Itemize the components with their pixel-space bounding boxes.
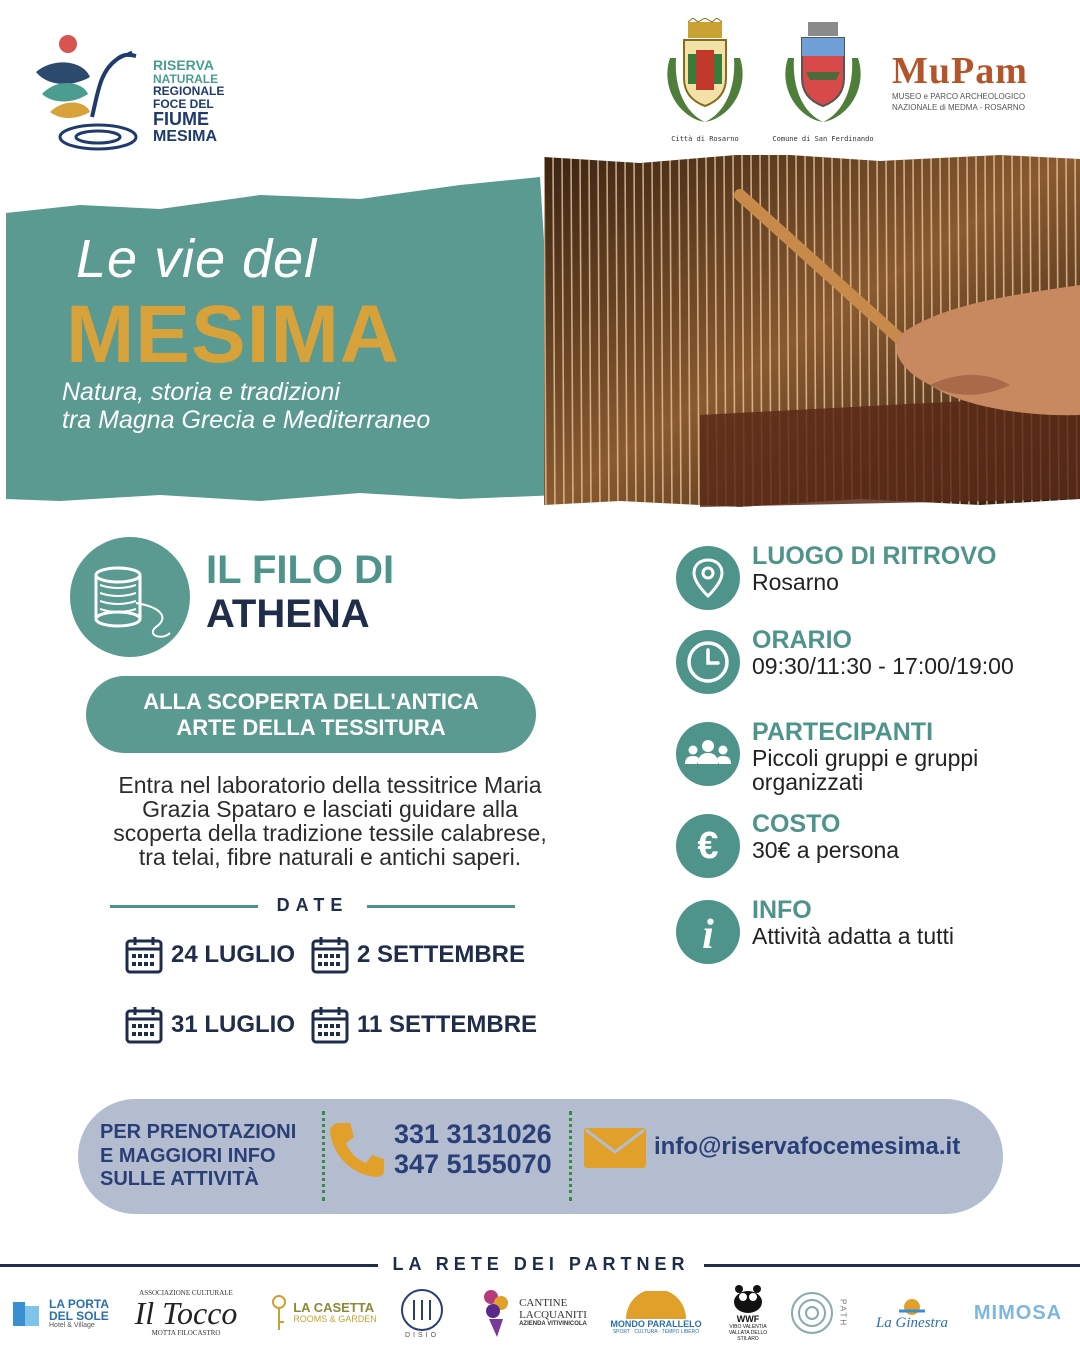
mondo-line-1: MONDO PARALLELO xyxy=(610,1319,702,1329)
mimosa-line-1: MIMOSA xyxy=(973,1301,1063,1324)
disio-line-1: DISIO xyxy=(404,1331,440,1339)
rosarno-crest xyxy=(660,18,750,143)
contact-label-line-3: SULLE ATTIVITÀ xyxy=(100,1168,259,1191)
cantine-line-1: CANTINE xyxy=(519,1297,568,1310)
date-label: 2 SETTEMBRE xyxy=(357,941,526,968)
disio-logo-icon xyxy=(400,1288,444,1332)
partner-wwf xyxy=(720,1282,776,1344)
rosarno-crest-icon xyxy=(660,18,750,130)
san-ferdinando-caption: Comune di San Ferdinando xyxy=(772,135,874,143)
loom-photo xyxy=(544,155,1080,507)
phone-numbers xyxy=(394,1119,552,1179)
casetta-line-2: ROOMS & GARDEN xyxy=(293,1314,377,1325)
mondo-line-2: SPORT · CULTURA · TEMPO LIBERO xyxy=(612,1329,700,1335)
partner-disio xyxy=(392,1282,452,1344)
phone-1[interactable]: 331 3131026 xyxy=(394,1119,552,1149)
partners-header-label: LA RETE DEI PARTNER xyxy=(392,1254,690,1274)
panda-icon xyxy=(731,1284,765,1314)
meeting-value: Rosarno xyxy=(752,569,839,595)
partner-cantine-lacquaniti xyxy=(472,1282,594,1344)
date-item xyxy=(125,936,295,974)
porta-sole-line-3: Hotel & Village xyxy=(49,1321,95,1329)
mupam-sub-1: MUSEO e PARCO ARCHEOLOGICO xyxy=(892,92,1026,101)
contact-divider xyxy=(322,1111,325,1201)
wwf-line-1: WWF xyxy=(736,1314,760,1324)
porta-sole-line-1: LA PORTA xyxy=(49,1296,109,1311)
email-link[interactable]: info@riservafocemesima.it xyxy=(654,1133,961,1160)
info-icon xyxy=(676,900,740,964)
partners-header xyxy=(0,1254,1080,1276)
path-line-1: PATH xyxy=(838,1298,848,1328)
mupam-sub-2: NAZIONALE di MEDMA - ROSARNO xyxy=(892,103,1025,113)
tocco-line-1: ASSOCIAZIONE CULTURALE xyxy=(139,1289,233,1297)
riserva-logo xyxy=(28,32,248,162)
porta-sole-line-2: DEL SOLE xyxy=(49,1308,109,1323)
riserva-line-4: FOCE DEL xyxy=(153,96,214,111)
path-logo-icon xyxy=(789,1290,835,1336)
cantine-line-2: LACQUANITI xyxy=(519,1308,587,1321)
wwf-line-3: VALLATA DELLO STILARO xyxy=(728,1330,768,1342)
heron-icon xyxy=(28,32,153,157)
divider-line xyxy=(367,905,515,908)
banner-subtitle xyxy=(62,378,430,434)
date-label: 24 LUGLIO xyxy=(171,941,296,968)
desc-line-3: scoperta della tradizione tessile calabrese, xyxy=(113,820,547,847)
activity-title xyxy=(206,548,394,636)
san-ferdinando-crest xyxy=(772,18,874,143)
cantine-line-3: AZIENDA VITIVINICOLA xyxy=(519,1321,587,1328)
partner-mondo-parallelo xyxy=(606,1282,706,1344)
desc-line-2: Grazia Spataro e lasciati guidare alla xyxy=(142,796,518,823)
calendar-icon xyxy=(125,1006,163,1044)
mupam-logo xyxy=(892,52,1052,112)
mupam-name: MuPam xyxy=(892,50,1028,92)
calendar-icon xyxy=(311,936,349,974)
cost-value: 30€ a persona xyxy=(752,837,900,863)
wwf-line-2: VIBO VALENTIA xyxy=(729,1324,767,1330)
phone-2[interactable]: 347 5155070 xyxy=(394,1149,552,1180)
clock-icon xyxy=(676,630,740,694)
schedule-heading: ORARIO xyxy=(752,626,852,654)
divider-line xyxy=(704,1264,1080,1267)
ginestra-line-1: La Ginestra xyxy=(875,1314,949,1331)
participants-heading: PARTECIPANTI xyxy=(752,718,934,746)
participants-value-line-2: organizzati xyxy=(752,769,864,796)
partner-path xyxy=(782,1282,854,1344)
activity-title-line-1: IL FILO DI xyxy=(206,548,395,592)
san-ferdinando-crest-icon xyxy=(778,18,868,130)
riserva-line-2: NATURALE xyxy=(153,71,219,86)
schedule-value: 09:30/11:30 - 17:00/19:00 xyxy=(752,653,1014,679)
key-icon xyxy=(269,1294,289,1332)
calendar-icon xyxy=(311,1006,349,1044)
cost-heading: COSTO xyxy=(752,810,841,838)
location-pin-icon xyxy=(676,546,740,610)
casetta-line-1: LA CASETTA xyxy=(293,1299,375,1315)
tocco-line-3: MOTTA FILOCASTRO xyxy=(151,1329,221,1337)
info-value: Attività adatta a tutti xyxy=(752,923,955,949)
riserva-line-3: REGIONALE xyxy=(153,84,225,99)
envelope-icon xyxy=(582,1126,648,1170)
partner-la-casetta xyxy=(268,1282,378,1344)
participants-value xyxy=(752,746,978,794)
partner-mimosa xyxy=(966,1282,1070,1344)
date-label: 11 SETTEMBRE xyxy=(357,1011,538,1038)
desc-line-1: Entra nel laboratorio della tessitrice Maria xyxy=(118,772,542,798)
partner-il-tocco xyxy=(116,1282,256,1344)
partner-la-ginestra xyxy=(860,1282,964,1344)
svg-text:i: i xyxy=(702,912,714,958)
riserva-line-5: FIUME xyxy=(153,109,209,130)
meeting-heading: LUOGO DI RITROVO xyxy=(752,542,997,570)
phone-icon xyxy=(326,1119,386,1181)
mondo-sunset-icon xyxy=(611,1291,701,1319)
rosarno-caption: Città di Rosarno xyxy=(671,135,739,143)
dates-header xyxy=(110,895,515,917)
calendar-icon xyxy=(125,936,163,974)
info-heading: INFO xyxy=(752,896,812,924)
people-icon xyxy=(676,722,740,786)
sun-logo-icon xyxy=(11,1296,45,1330)
spool-icon xyxy=(70,537,190,657)
tocco-line-2: Il Tocco xyxy=(134,1295,238,1331)
date-item xyxy=(311,936,525,974)
svg-text:€: € xyxy=(697,825,719,867)
activity-description xyxy=(40,773,620,870)
subtitle-line-1: Natura, storia e tradizioni xyxy=(62,378,340,406)
contact-bar xyxy=(78,1099,1003,1214)
date-label: 31 LUGLIO xyxy=(171,1011,296,1038)
desc-line-4: tra telai, fibre naturali e antichi saperi. xyxy=(138,844,522,871)
partner-la-porta-del-sole xyxy=(6,1282,114,1344)
pill-line-2: ARTE DELLA TESSITURA xyxy=(176,714,446,740)
ginestra-sun-icon xyxy=(897,1295,927,1315)
activity-title-line-2: ATHENA xyxy=(206,592,370,636)
riserva-line-6: MESIMA xyxy=(153,128,217,146)
divider-line xyxy=(0,1264,378,1267)
title-small: Le vie del xyxy=(76,229,318,289)
activity-subtitle-pill xyxy=(86,676,536,753)
title-big: MESIMA xyxy=(66,289,400,380)
date-item xyxy=(125,1006,295,1044)
pill-line-1: ALLA SCOPERTA DELL'ANTICA xyxy=(143,689,479,715)
subtitle-line-2: tra Magna Grecia e Mediterraneo xyxy=(62,406,431,434)
euro-icon xyxy=(676,814,740,878)
grape-icon xyxy=(479,1287,513,1339)
contact-label xyxy=(100,1121,296,1192)
contact-label-line-1: PER PRENOTAZIONI xyxy=(100,1121,297,1143)
dates-header-label: DATE xyxy=(276,895,349,915)
participants-value-line-1: Piccoli gruppi e gruppi xyxy=(752,745,979,771)
riserva-line-1: RISERVA xyxy=(153,57,214,73)
contact-divider xyxy=(569,1111,572,1201)
date-item xyxy=(311,1006,537,1044)
contact-label-line-2: E MAGGIORI INFO xyxy=(100,1144,276,1167)
